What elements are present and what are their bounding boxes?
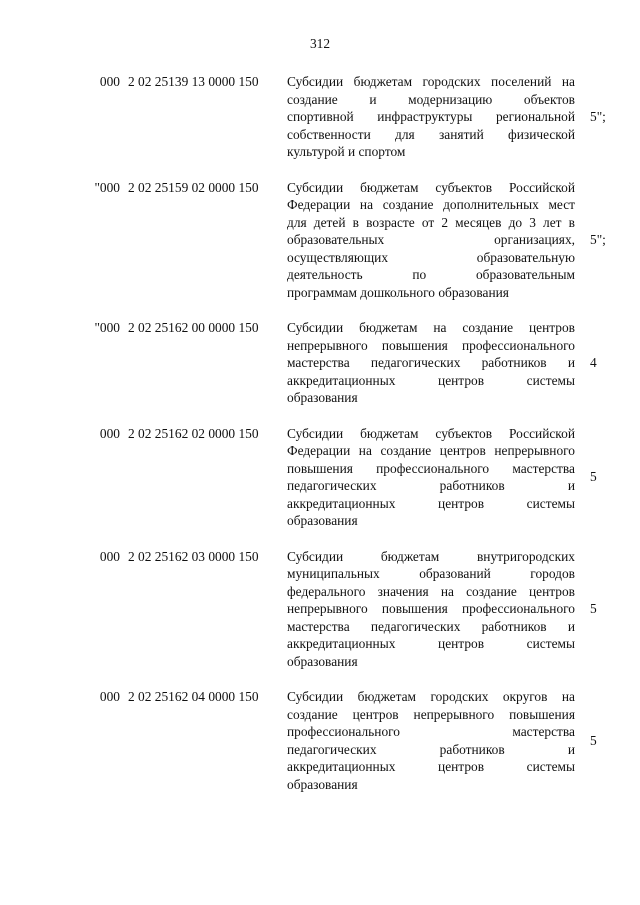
description-line: Субсидии бюджетам городских поселений на [287, 74, 575, 89]
amount-cell: 4 [590, 355, 597, 370]
description-line: аккредитационных центров системы [287, 495, 575, 511]
description-line: культурой и спортом [287, 144, 406, 159]
description-line: непрерывного повышения профессионального [287, 337, 575, 353]
revenue-description [287, 688, 575, 793]
table-row [0, 319, 640, 407]
table-row [0, 688, 640, 793]
table-row [0, 179, 640, 302]
description-line: собственности для занятий физической [287, 126, 575, 142]
description-line: осуществляющих образовательную [287, 249, 575, 265]
revenue-description [287, 319, 575, 407]
description-line: педагогических работников и [287, 478, 575, 493]
budget-classification-code: 2 02 25162 03 0000 150 [128, 548, 259, 564]
table-row [0, 73, 640, 161]
description-line: аккредитационных центров системы [287, 759, 575, 774]
description-line: создание центров непрерывного повышения [287, 706, 575, 722]
description-line: образования [287, 776, 358, 792]
admin-code: "000 [94, 179, 120, 195]
revenue-description [287, 548, 575, 671]
budget-classification-code: 2 02 25162 00 0000 150 [128, 320, 259, 335]
amount-cell: 5 [590, 469, 597, 485]
revenue-description [287, 73, 575, 161]
description-line: программам дошкольного образования [287, 284, 509, 300]
budget-code-table [0, 73, 640, 811]
revenue-description [287, 425, 575, 530]
description-line: мастерства педагогических работников и [287, 355, 575, 370]
revenue-description [287, 179, 575, 302]
budget-classification-code: 2 02 25162 04 0000 150 [128, 689, 259, 704]
description-line: образования [287, 513, 358, 528]
budget-classification-code: 2 02 25162 02 0000 150 [128, 425, 259, 441]
description-line: Субсидии бюджетам на создание центров [287, 320, 575, 335]
table-row [0, 425, 640, 530]
description-line: федерального значения на создание центров [287, 583, 575, 599]
description-line: муниципальных образований городов [287, 566, 575, 581]
description-line: спортивной инфраструктуры региональной [287, 109, 575, 124]
description-line: аккредитационных центров системы [287, 636, 575, 651]
description-line: для детей в возрасте от 2 месяцев до 3 лет в [287, 214, 575, 230]
description-line: деятельность по образовательным [287, 267, 575, 282]
description-line: педагогических работников и [287, 741, 575, 757]
admin-code: "000 [94, 320, 120, 335]
description-line: мастерства педагогических работников и [287, 618, 575, 634]
budget-classification-code: 2 02 25159 02 0000 150 [128, 179, 259, 195]
table-row [0, 548, 640, 671]
budget-classification-code: 2 02 25139 13 0000 150 [128, 74, 259, 89]
admin-code: 000 [99, 689, 120, 704]
description-line: Федерации на создание дополнительных мест [287, 197, 575, 212]
description-line: повышения профессионального мастерства [287, 460, 575, 476]
amount-cell: 5 [590, 601, 597, 616]
description-line: Субсидии бюджетам субъектов Российской [287, 425, 575, 441]
description-line: создание и модернизацию объектов [287, 91, 575, 107]
description-line: аккредитационных центров системы [287, 372, 575, 388]
description-line: образовательных организациях, [287, 232, 575, 247]
admin-code: 000 [99, 74, 120, 89]
amount-cell: 5"; [590, 232, 606, 247]
description-line: образования [287, 390, 358, 405]
admin-code: 000 [99, 548, 120, 564]
amount-cell: 5 [590, 732, 597, 748]
description-line: Субсидии бюджетам внутригородских [287, 548, 575, 564]
description-line: профессионального мастерства [287, 724, 575, 739]
description-line: образования [287, 653, 358, 669]
page-number: 312 [309, 36, 331, 51]
admin-code: 000 [99, 425, 120, 441]
description-line: Субсидии бюджетам субъектов Российской [287, 179, 575, 195]
description-line: непрерывного повышения профессионального [287, 601, 575, 616]
amount-cell: 5"; [590, 109, 606, 124]
description-line: Субсидии бюджетам городских округов на [287, 689, 575, 704]
description-line: Федерации на создание центров непрерывного [287, 443, 575, 458]
